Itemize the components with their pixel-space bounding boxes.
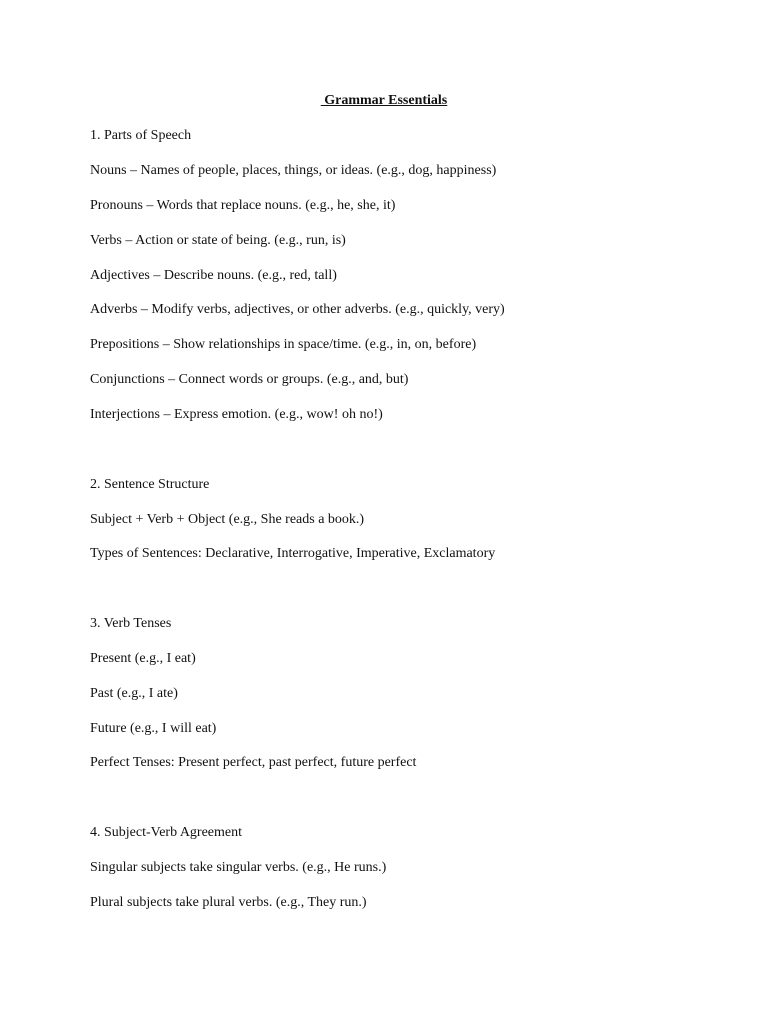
paragraph-adjectives: Adjectives – Describe nouns. (e.g., red, tall) bbox=[90, 268, 337, 283]
paragraph-present: Present (e.g., I eat) bbox=[90, 651, 196, 666]
section-heading-verb-tenses: 3. Verb Tenses bbox=[90, 616, 172, 631]
paragraph-nouns: Nouns – Names of people, places, things, or ideas. (e.g., dog, happiness) bbox=[90, 163, 497, 178]
section-heading-subject-verb-agreement: 4. Subject-Verb Agreement bbox=[90, 825, 243, 840]
paragraph-plural-subjects: Plural subjects take plural verbs. (e.g., They run.) bbox=[90, 895, 367, 910]
paragraph-verbs: Verbs – Action or state of being. (e.g., run, is) bbox=[90, 233, 346, 248]
paragraph-singular-subjects: Singular subjects take singular verbs. (e.g., He runs.) bbox=[90, 860, 387, 875]
paragraph-interjections: Interjections – Express emotion. (e.g., wow! oh no!) bbox=[90, 407, 383, 422]
paragraph-pronouns: Pronouns – Words that replace nouns. (e.g., he, she, it) bbox=[90, 198, 396, 213]
paragraph-svo: Subject + Verb + Object (e.g., She reads a book.) bbox=[90, 512, 365, 527]
document-title: Grammar Essentials bbox=[320, 93, 448, 108]
paragraph-perfect-tenses: Perfect Tenses: Present perfect, past perfect, future perfect bbox=[90, 755, 417, 770]
paragraph-past: Past (e.g., I ate) bbox=[90, 686, 178, 701]
paragraph-conjunctions: Conjunctions – Connect words or groups. (e.g., and, but) bbox=[90, 372, 409, 387]
paragraph-sentence-types: Types of Sentences: Declarative, Interrogative, Imperative, Exclamatory bbox=[90, 546, 496, 561]
paragraph-prepositions: Prepositions – Show relationships in space/time. (e.g., in, on, before) bbox=[90, 337, 477, 352]
paragraph-future: Future (e.g., I will eat) bbox=[90, 721, 217, 736]
section-heading-sentence-structure: 2. Sentence Structure bbox=[90, 477, 210, 492]
paragraph-adverbs: Adverbs – Modify verbs, adjectives, or other adverbs. (e.g., quickly, very) bbox=[90, 302, 505, 317]
section-heading-parts-of-speech: 1. Parts of Speech bbox=[90, 128, 192, 143]
